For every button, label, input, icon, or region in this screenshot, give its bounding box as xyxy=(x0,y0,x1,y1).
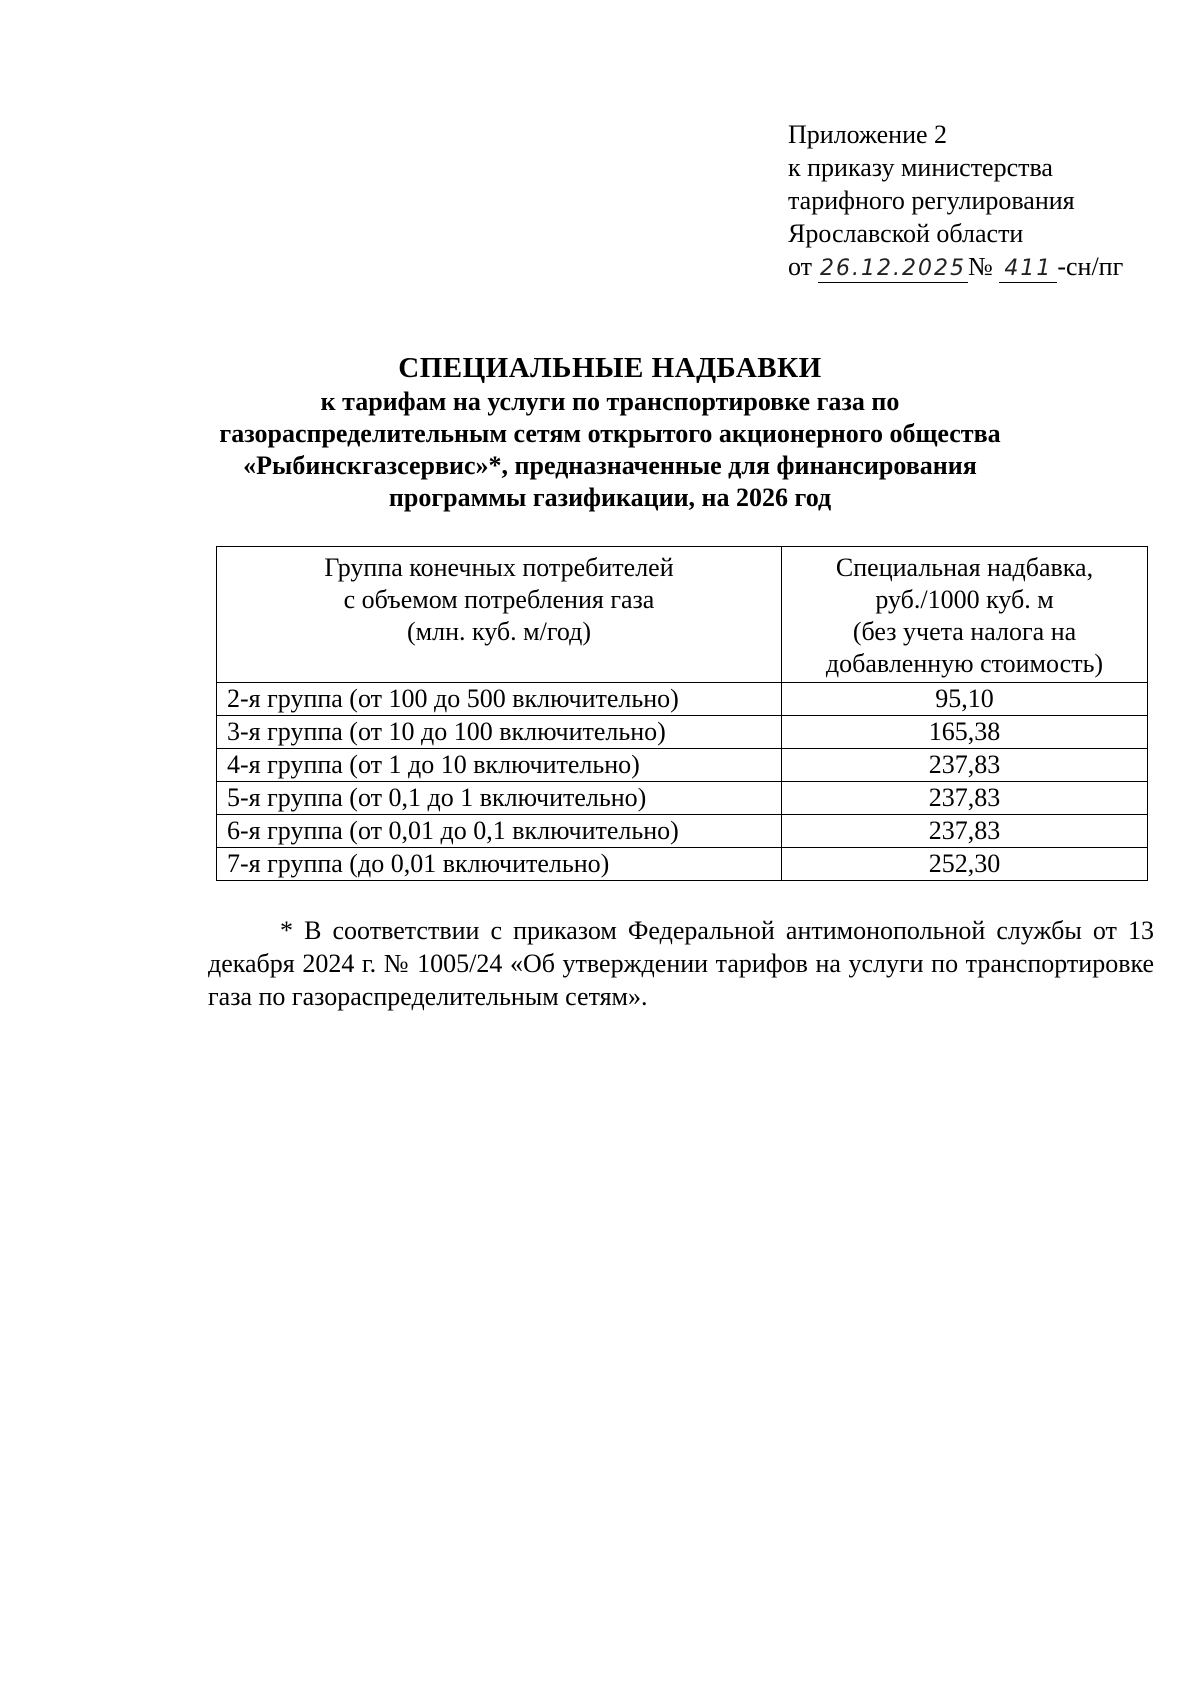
surcharge-table xyxy=(216,546,1148,881)
value-cell: 95,10 xyxy=(782,683,1148,716)
order-suffix: -сн/пг xyxy=(1057,252,1124,281)
header-col1-line: (млн. куб. м/год) xyxy=(407,617,591,646)
header-col2-line: (без учета налога на xyxy=(852,617,1077,646)
order-prefix: от xyxy=(788,252,813,281)
group-cell: 6-я группа (от 0,01 до 0,1 включительно) xyxy=(217,815,782,848)
footnote-text: * В соответствии с приказом Федеральной антимонопольной службы от 13 декабря 2024 г. № 1005/24 «Об утверждении тарифов на услуги по транспортировке газа по газораспределительным сетям». xyxy=(208,916,1154,1011)
title-line-2: газораспределительным сетям открытого акционерного общества xyxy=(219,419,1001,448)
table-row xyxy=(217,848,1148,881)
value-cell: 237,83 xyxy=(782,815,1148,848)
value-cell: 237,83 xyxy=(782,749,1148,782)
group-cell: 2-я группа (от 100 до 500 включительно) xyxy=(217,683,782,716)
table-row xyxy=(217,683,1148,716)
header-col1-line: Группа конечных потребителей xyxy=(324,553,674,582)
document-title xyxy=(200,350,1020,514)
group-cell: 4-я группа (от 1 до 10 включительно) xyxy=(217,749,782,782)
table-row xyxy=(217,782,1148,815)
header-col2-line: добавленную стоимость) xyxy=(825,649,1104,678)
order-number-sign: № xyxy=(968,252,993,281)
title-line-4: программы газификации, на 2026 год xyxy=(388,483,832,512)
group-cell: 3-я группа (от 10 до 100 включительно) xyxy=(217,716,782,749)
appendix-line-1: Приложение 2 xyxy=(788,120,948,149)
appendix-line-4: Ярославской области xyxy=(788,219,1024,248)
group-cell: 5-я группа (от 0,1 до 1 включительно) xyxy=(217,782,782,815)
table-row xyxy=(217,716,1148,749)
header-col1-line: с объемом потребления газа xyxy=(343,585,655,614)
header-col2-line: Специальная надбавка, xyxy=(835,553,1094,582)
appendix-line-2: к приказу министерства xyxy=(788,153,1053,182)
order-number-handwritten: 411 xyxy=(999,256,1057,283)
group-cell: 7-я группа (до 0,01 включительно) xyxy=(217,848,782,881)
value-cell: 165,38 xyxy=(782,716,1148,749)
order-date-handwritten: 26.12.2025 xyxy=(818,256,968,283)
appendix-block xyxy=(788,118,1168,283)
value-cell: 237,83 xyxy=(782,782,1148,815)
title-line-1: к тарифам на услуги по транспортировке газа по xyxy=(320,387,900,416)
title-main: СПЕЦИАЛЬНЫЕ НАДБАВКИ xyxy=(398,352,822,384)
header-consumer-group xyxy=(217,547,782,683)
header-surcharge xyxy=(782,547,1148,683)
header-col2-line: руб./1000 куб. м xyxy=(875,585,1054,614)
table-row xyxy=(217,815,1148,848)
title-line-3: «Рыбинскгазсервис»*, предназначенные для финансирования xyxy=(243,451,977,480)
table-row xyxy=(217,749,1148,782)
appendix-line-5 xyxy=(788,250,1168,283)
value-cell: 252,30 xyxy=(782,848,1148,881)
footnote xyxy=(208,914,1154,1013)
table-header-row xyxy=(217,547,1148,683)
appendix-line-3: тарифного регулирования xyxy=(788,186,1075,215)
